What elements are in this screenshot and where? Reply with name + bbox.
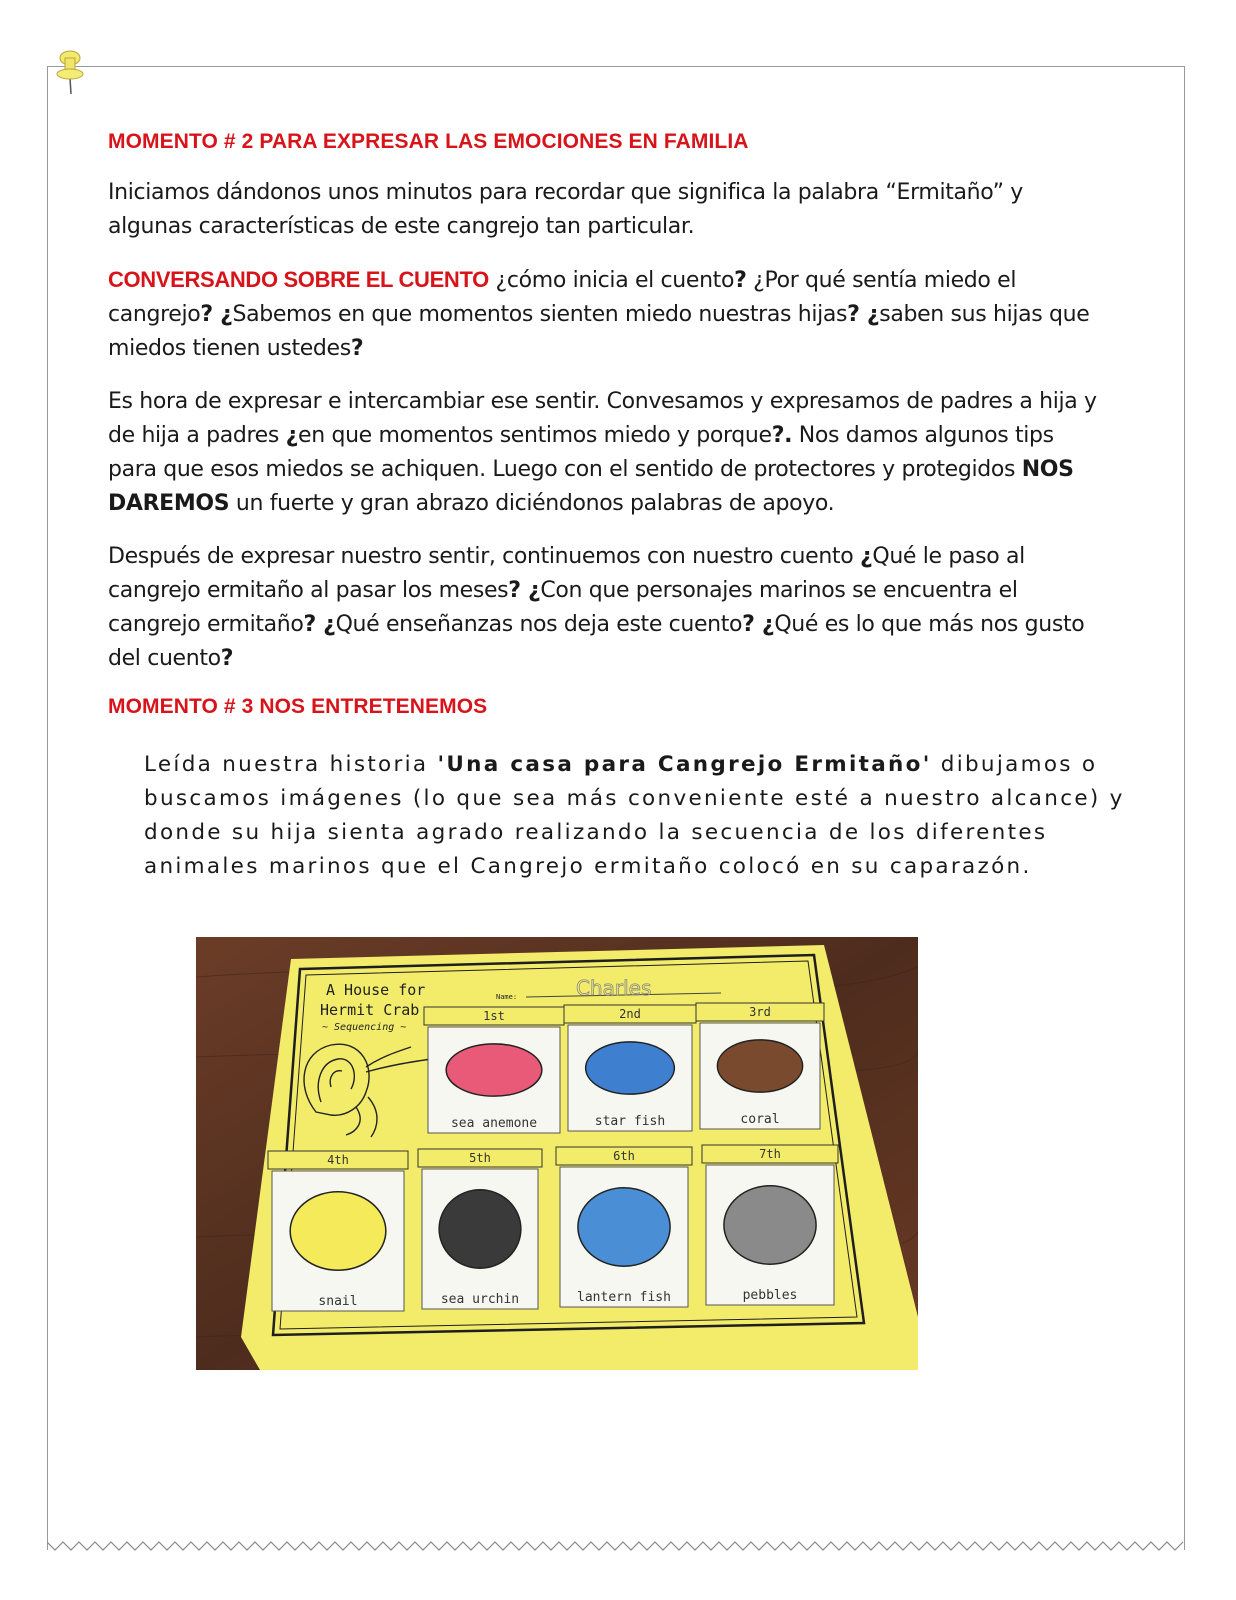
card-ordinal: 3rd — [749, 1005, 771, 1019]
text-run: Con que personajes marinos se encuentra el cangrejo ermitaño — [108, 578, 1018, 637]
paragraph-conversando — [108, 263, 1108, 366]
text-run: un fuerte y gran abrazo diciéndonos palabras de apoyo. — [229, 491, 835, 516]
text-run: Leída nuestra historia — [144, 752, 438, 777]
bold-run: ? ¿ — [742, 612, 775, 637]
question-text: Sabemos en que momentos sienten miedo nuestras hijas — [232, 302, 848, 327]
question-text: ¿Por qué sentía miedo el cangrejo — [108, 268, 1017, 327]
bold-run: NOS DAREMOS — [108, 457, 1074, 516]
text-run: Después de expresar nuestro sentir, continuemos con nuestro cuento — [108, 544, 860, 569]
paragraph-intro: Iniciamos dándonos unos minutos para recordar que significa la palabra “Ermitaño” y algunas características de este cangrejo tan particular. — [108, 180, 1023, 239]
card-ordinal: 2nd — [619, 1007, 641, 1021]
card-drawing — [724, 1186, 816, 1264]
text-run: Qué le paso al cangrejo ermitaño al pasar los meses — [108, 544, 1025, 603]
question-mark: ? — [200, 302, 213, 327]
story-title: 'Una casa para Cangrejo Ermitaño' — [437, 752, 932, 777]
question-mark: ? — [847, 302, 860, 327]
worksheet-photo — [196, 937, 918, 1370]
card-drawing — [439, 1190, 521, 1268]
question-mark: ¿ — [859, 302, 880, 327]
card-label: snail — [318, 1294, 358, 1309]
card-label: lantern fish — [577, 1290, 671, 1305]
sequence-card-7th — [702, 1145, 838, 1305]
page-torn-edge — [47, 1540, 1187, 1552]
paragraph-leida — [144, 748, 1144, 884]
text-run: Qué es lo que más nos gusto del cuento — [108, 612, 1085, 671]
question-mark: ? — [350, 336, 364, 361]
student-name: Charles — [576, 976, 652, 1000]
card-ordinal: 6th — [613, 1149, 635, 1163]
card-drawing — [586, 1042, 675, 1094]
document-body — [108, 130, 1108, 741]
card-ordinal: 5th — [469, 1151, 491, 1165]
card-label: pebbles — [742, 1288, 798, 1303]
pushpin-icon — [52, 48, 88, 98]
bold-run: ?. — [771, 423, 793, 448]
question-text: saben sus hijas que miedos tienen ustedes — [108, 302, 1090, 361]
card-ordinal: 1st — [483, 1009, 505, 1023]
question-text: ¿cómo inicia el cuento — [488, 268, 735, 293]
worksheet-title-line1: A House for — [326, 981, 426, 999]
card-ordinal: 7th — [759, 1147, 781, 1161]
worksheet-name-label: Name: — [496, 993, 518, 1001]
card-ordinal: 4th — [327, 1153, 349, 1167]
card-drawing — [446, 1044, 542, 1096]
card-drawing — [578, 1188, 670, 1266]
conversando-label: CONVERSANDO SOBRE EL CUENTO — [108, 267, 489, 292]
sequence-card-4th — [268, 1151, 408, 1311]
bold-run: ? ¿ — [508, 578, 541, 603]
text-run: Nos damos algunos tips para que esos miedos se achiquen. Luego con el sentido de protectores y protegidos — [108, 423, 1054, 482]
card-drawing — [290, 1192, 386, 1270]
text-run: en que momentos sentimos miedo y porque — [298, 423, 772, 448]
paragraph-expresar — [108, 385, 1108, 521]
card-label: coral — [740, 1112, 780, 1127]
paragraph-despues — [108, 540, 1108, 676]
worksheet-subtitle: ~ Sequencing ~ — [322, 1022, 407, 1033]
bold-run: ? ¿ — [303, 612, 336, 637]
question-mark: ? — [734, 268, 747, 293]
card-label: sea anemone — [450, 1116, 538, 1131]
bold-run: ¿ — [285, 423, 299, 448]
card-drawing — [717, 1040, 802, 1092]
heading-moment-2: MOMENTO # 2 PARA EXPRESAR LAS EMOCIONES EN FAMILIA — [108, 130, 749, 153]
text-run: dibujamos o buscamos imágenes (lo que sea más conveniente esté a nuestro alcance) y donde su hija sienta agrado realizando la secuencia de los diferentes animales marinos que el Cangrejo ermitaño colocó en su caparazón. — [144, 752, 1125, 879]
text-run: Qué enseñanzas nos deja este cuento — [335, 612, 743, 637]
bold-run: ¿ — [859, 544, 873, 569]
sequence-card-5th — [418, 1149, 542, 1309]
text-run: Es hora de expresar e intercambiar ese sentir. Convesamos y expresamos de padres a hija y de hija a padres — [108, 389, 1097, 448]
worksheet-title-line2: Hermit Crab — [320, 1001, 420, 1019]
sequence-card-6th — [556, 1147, 692, 1307]
card-label: sea urchin — [440, 1292, 520, 1307]
card-label: star fish — [594, 1114, 666, 1129]
heading-moment-3: MOMENTO # 3 NOS ENTRETENEMOS — [108, 695, 488, 718]
question-mark: ¿ — [212, 302, 233, 327]
bold-run: ? — [220, 646, 234, 671]
